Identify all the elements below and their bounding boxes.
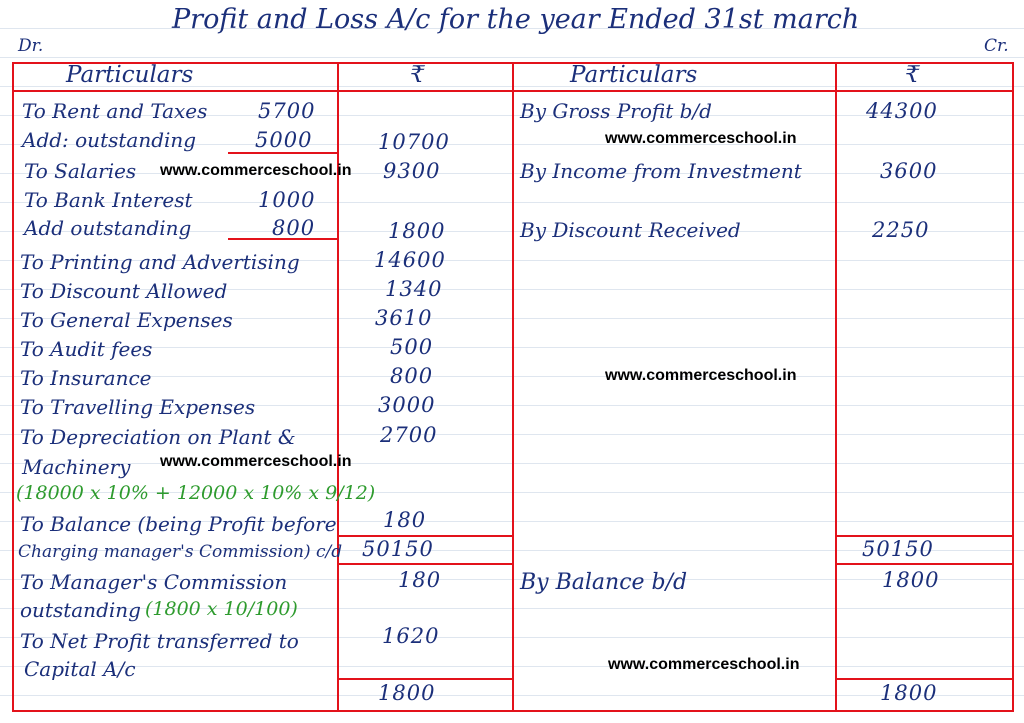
printing-line: To Printing and Advertising xyxy=(20,250,300,274)
credit-total1-bottom xyxy=(835,563,1014,565)
debit-total2-top xyxy=(337,678,512,680)
rent-line: To Rent and Taxes xyxy=(22,99,208,123)
income-investment-line: By Income from Investment xyxy=(520,159,802,183)
discount-allowed-total: 1340 xyxy=(385,277,443,301)
commission-line1: To Manager's Commission xyxy=(20,570,288,594)
watermark-text: www.commerceschool.in xyxy=(160,453,352,470)
bank-total: 1800 xyxy=(388,219,446,243)
printing-total: 14600 xyxy=(374,248,446,272)
rent-add-line: Add: outstanding xyxy=(22,128,197,152)
credit-amount-column-line xyxy=(835,62,837,712)
commission-calculation: (1800 x 10/100) xyxy=(145,598,298,620)
discount-allowed-line: To Discount Allowed xyxy=(20,279,228,303)
bank-add-line: Add outstanding xyxy=(24,216,192,240)
rent-amount: 5700 xyxy=(258,99,316,123)
travelling-total: 3000 xyxy=(378,393,436,417)
net-profit-total: 1620 xyxy=(382,624,440,648)
bank-interest-line: To Bank Interest xyxy=(24,188,193,212)
rent-add-amount: 5000 xyxy=(255,128,313,152)
rent-subtotal-underline xyxy=(228,152,337,154)
credit-particulars-header: Particulars xyxy=(570,62,698,88)
depreciation-calculation: (18000 x 10% + 12000 x 10% x 9/12) xyxy=(16,482,376,504)
watermark-text: www.commerceschool.in xyxy=(608,656,800,673)
discount-received-total: 2250 xyxy=(872,218,930,242)
watermark-text: www.commerceschool.in xyxy=(605,367,797,384)
salaries-total: 9300 xyxy=(383,159,441,183)
discount-received-line: By Discount Received xyxy=(520,218,741,242)
general-expenses-total: 3610 xyxy=(375,306,433,330)
audit-fees-total: 500 xyxy=(390,335,434,359)
debit-total1: 50150 xyxy=(362,537,434,561)
credit-total2: 1800 xyxy=(880,681,938,705)
net-profit-line2: Capital A/c xyxy=(24,657,136,681)
travelling-line: To Travelling Expenses xyxy=(20,395,256,419)
gross-profit-total: 44300 xyxy=(866,99,938,123)
bank-add-amount: 800 xyxy=(272,216,316,240)
salaries-line: To Salaries xyxy=(24,159,137,183)
debit-particulars-header: Particulars xyxy=(66,62,194,88)
commission-total: 180 xyxy=(398,568,442,592)
credit-total1: 50150 xyxy=(862,537,934,561)
debit-marker: Dr. xyxy=(18,36,44,56)
depreciation-total: 2700 xyxy=(380,423,438,447)
page-title: Profit and Loss A/c for the year Ended 31st march xyxy=(172,4,860,35)
debit-amount-column-line xyxy=(337,62,339,712)
debit-total1-bottom xyxy=(337,563,512,565)
table-right-border xyxy=(1012,62,1014,712)
depreciation-line2: Machinery xyxy=(22,455,131,479)
general-expenses-line: To General Expenses xyxy=(20,308,233,332)
watermark-text: www.commerceschool.in xyxy=(160,162,352,179)
debit-total2: 1800 xyxy=(378,681,436,705)
bank-interest-amount: 1000 xyxy=(258,188,316,212)
net-profit-line1: To Net Profit transferred to xyxy=(20,629,299,653)
insurance-line: To Insurance xyxy=(20,366,152,390)
table-left-border xyxy=(12,62,14,712)
balance-line1: To Balance (being Profit before xyxy=(20,512,337,536)
credit-total2-top xyxy=(835,678,1014,680)
credit-marker: Cr. xyxy=(984,36,1009,56)
gross-profit-line: By Gross Profit b/d xyxy=(520,99,712,123)
balance-line2: Charging manager's Commission) c/d xyxy=(18,542,343,562)
insurance-total: 800 xyxy=(390,364,434,388)
balance-amount: 180 xyxy=(383,508,427,532)
credit-amount-header: ₹ xyxy=(905,62,920,88)
income-investment-total: 3600 xyxy=(880,159,938,183)
center-divider xyxy=(512,62,514,712)
watermark-text: www.commerceschool.in xyxy=(605,130,797,147)
balance-bd-line: By Balance b/d xyxy=(520,570,688,595)
balance-bd-total: 1800 xyxy=(882,568,940,592)
audit-fees-line: To Audit fees xyxy=(20,337,153,361)
rent-total: 10700 xyxy=(378,130,450,154)
commission-line2: outstanding xyxy=(20,598,141,622)
depreciation-line1: To Depreciation on Plant & xyxy=(20,425,296,449)
debit-amount-header: ₹ xyxy=(410,62,425,88)
